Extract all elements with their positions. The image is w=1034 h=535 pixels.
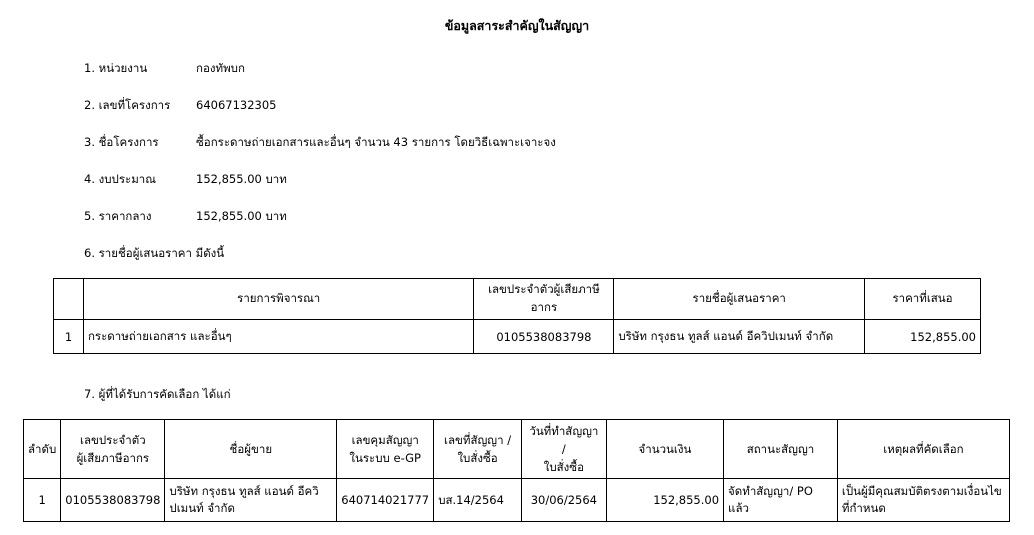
bidders-table xyxy=(53,278,981,354)
cell-item: กระดาษถ่ายเอกสาร และอื่นๆ xyxy=(83,320,473,354)
column-header-reason: เหตุผลที่คัดเลือก xyxy=(837,420,1009,479)
column-header-order: ลำดับ xyxy=(24,420,61,479)
section-selected-heading: 7. ผู้ที่ได้รับการคัดเลือก ได้แก่ xyxy=(84,387,231,401)
cell-amount: 152,855.00 xyxy=(606,479,723,522)
cell-tax-id: 0105538083798 xyxy=(474,320,614,354)
column-header-amount: จำนวนเงิน xyxy=(606,420,723,479)
section-bidders-heading: 6. รายชื่อผู้เสนอราคา มีดังนี้ xyxy=(84,246,225,260)
table-header-row xyxy=(24,420,1010,479)
table-row xyxy=(54,320,981,354)
column-header-index xyxy=(54,279,84,320)
table-row xyxy=(24,479,1010,522)
cell-bidder: บริษัท กรุงธน ทูลส์ แอนด์ อีควิปเมนท์ จำกัด xyxy=(614,320,865,354)
field-label: 3. ชื่อโครงการ xyxy=(84,135,159,149)
field-value: 152,855.00 บาท xyxy=(196,172,287,186)
field-budget xyxy=(84,170,287,188)
field-value: 64067132305 xyxy=(196,98,277,112)
column-header-date: วันที่ทำสัญญา / ใบสั่งซื้อ xyxy=(521,420,606,479)
document-title: ข้อมูลสาระสำคัญในสัญญา xyxy=(444,18,590,33)
field-label: 2. เลขที่โครงการ xyxy=(84,98,171,112)
column-header-price: ราคาที่เสนอ xyxy=(865,279,981,320)
cell-reason: เป็นผู้มีคุณสมบัติตรงตามเงื่อนไขที่กำหนด xyxy=(837,479,1009,522)
field-project-number xyxy=(84,96,276,114)
field-label: 1. หน่วยงาน xyxy=(84,61,148,75)
column-header-item: รายการพิจารณา xyxy=(83,279,473,320)
selected-vendor-table xyxy=(23,419,1010,522)
cell-vendor: บริษัท กรุงธน ทูลส์ แอนด์ อีควิ ปเมนท์ จำกัด xyxy=(165,479,337,522)
field-agency xyxy=(84,59,245,77)
column-header-tax-id: เลขประจำตัว ผู้เสียภาษีอากร xyxy=(61,420,165,479)
cell-date: 30/06/2564 xyxy=(521,479,606,522)
cell-egp: 640714021777 xyxy=(337,479,434,522)
column-header-contract-no: เลขที่สัญญา / ใบสั่งซื้อ xyxy=(434,420,522,479)
field-label: 4. งบประมาณ xyxy=(84,172,156,186)
cell-status: จัดทำสัญญา/ PO แล้ว xyxy=(724,479,838,522)
field-median-price xyxy=(84,207,287,225)
cell-order: 1 xyxy=(24,479,61,522)
field-value: กองทัพบก xyxy=(196,61,245,75)
column-header-status: สถานะสัญญา xyxy=(724,420,838,479)
field-label: 5. ราคากลาง xyxy=(84,209,152,223)
cell-index: 1 xyxy=(54,320,84,354)
field-value: ซื้อกระดาษถ่ายเอกสารและอื่นๆ จำนวน 43 รายการ โดยวิธีเฉพาะเจาะจง xyxy=(196,135,556,149)
column-header-tax-id: เลขประจำตัวผู้เสียภาษีอากร xyxy=(474,279,614,320)
cell-tax-id: 0105538083798 xyxy=(61,479,165,522)
field-value: 152,855.00 บาท xyxy=(196,209,287,223)
cell-contract-no: บส.14/2564 xyxy=(434,479,522,522)
column-header-vendor: ชื่อผู้ขาย xyxy=(165,420,337,479)
field-project-name xyxy=(84,133,556,151)
column-header-egp: เลขคุมสัญญา ในระบบ e-GP xyxy=(337,420,434,479)
column-header-bidder: รายชื่อผู้เสนอราคา xyxy=(614,279,865,320)
table-header-row xyxy=(54,279,981,320)
cell-price: 152,855.00 xyxy=(865,320,981,354)
